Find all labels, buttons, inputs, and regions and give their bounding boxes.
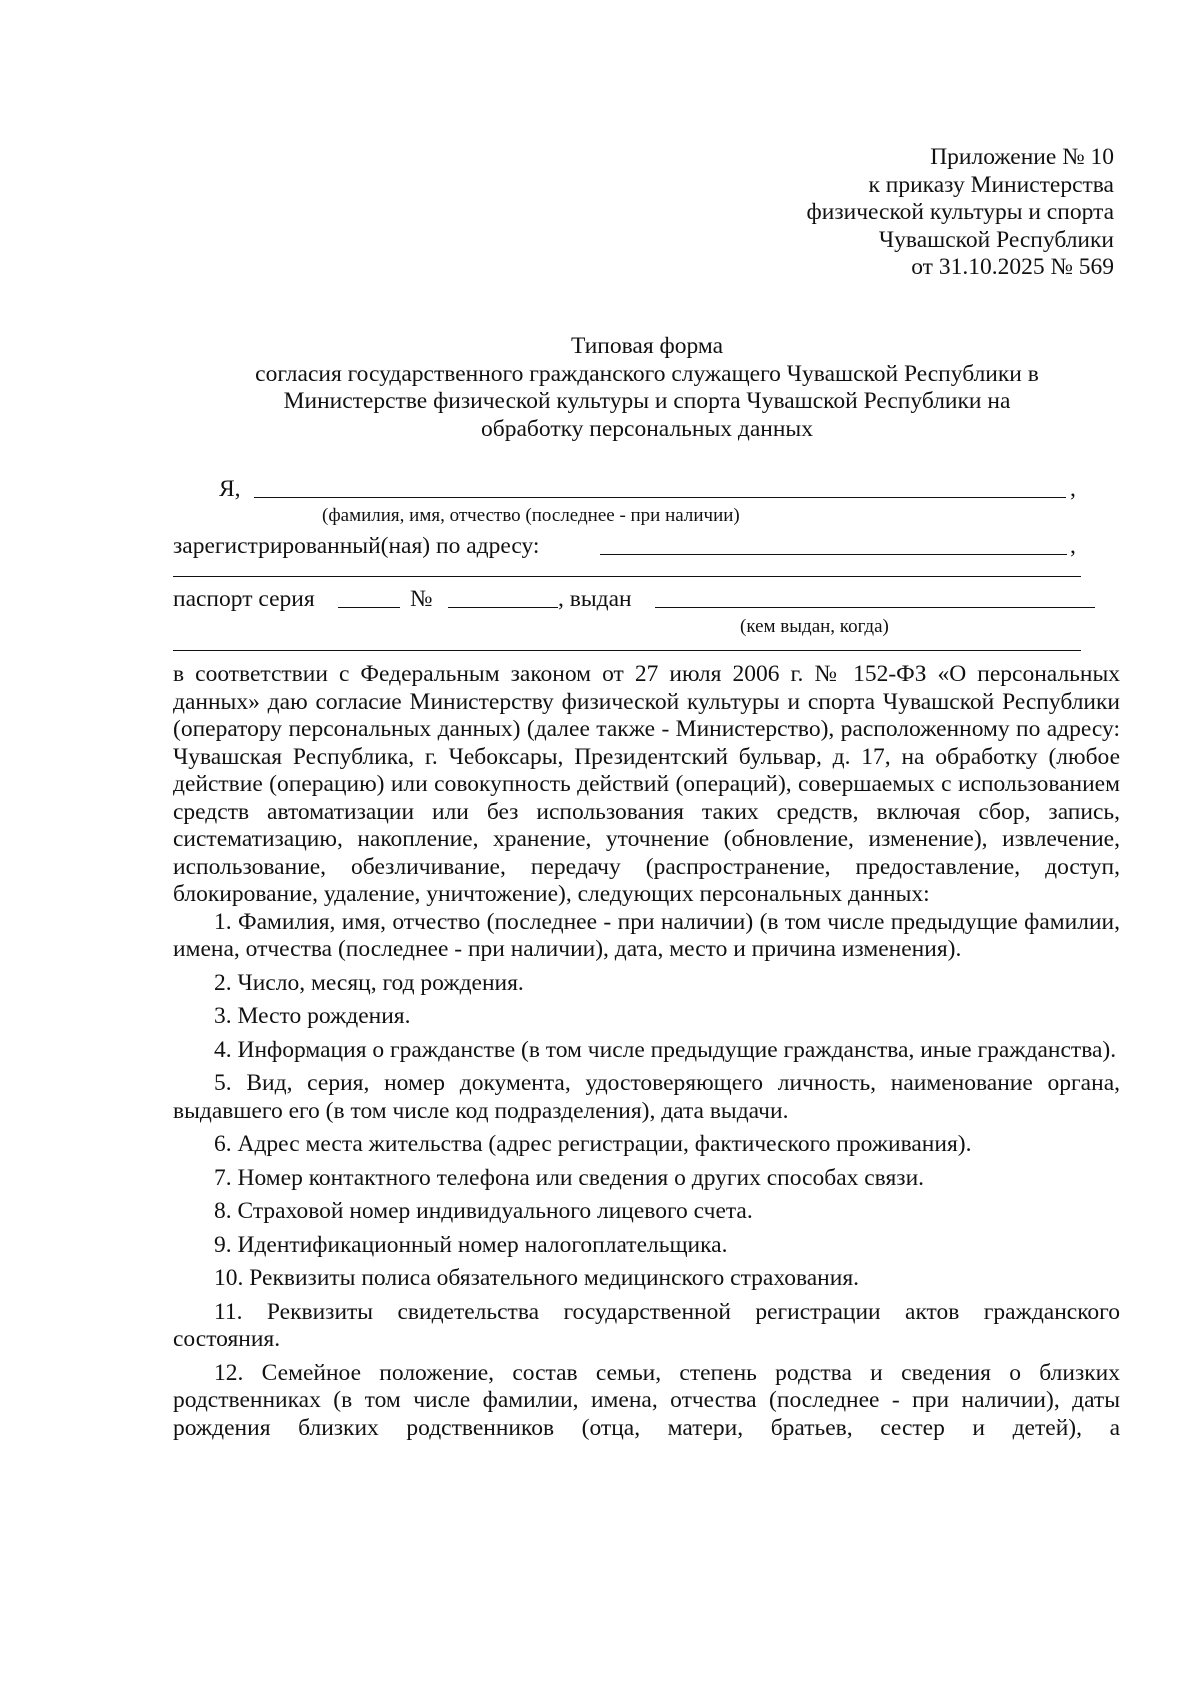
list-item: 4. Информация о гражданстве (в том числе предыдущие гражданства, иные гражданства). xyxy=(214,1036,1117,1063)
fio-caption: (фамилия, имя, отчество (последнее - при наличии) xyxy=(322,505,740,526)
i-label: Я, xyxy=(219,476,241,502)
comma: , xyxy=(1070,476,1076,502)
comma: , xyxy=(1070,533,1076,559)
issued-label: , выдан xyxy=(558,586,632,612)
appendix-line: физической культуры и спорта xyxy=(806,199,1114,225)
issued-caption: (кем выдан, когда) xyxy=(740,616,889,637)
list-item: 10. Реквизиты полиса обязательного медицинского страхования. xyxy=(214,1265,860,1291)
title-line: согласия государственного гражданского служащего Чувашской Республики в xyxy=(255,360,1039,387)
address-field[interactable] xyxy=(600,532,1067,555)
list-item: 11. Реквизиты свидетельства государственной регистрации актов гражданского состояния. xyxy=(173,1298,1120,1352)
title-line: Министерстве физической культуры и спорта Чувашской Республики на xyxy=(283,388,1011,414)
list-item: 7. Номер контактного телефона или сведения о других способах связи. xyxy=(214,1164,925,1191)
passport-number-label: № xyxy=(410,586,433,612)
consent-body xyxy=(173,661,1120,1442)
title-line: Типовая форма xyxy=(570,333,724,359)
appendix-line: Приложение № 10 xyxy=(930,144,1114,170)
appendix-header xyxy=(807,144,1114,282)
list-item: 6. Адрес места жительства (адрес регистрации, фактического проживания). xyxy=(214,1131,972,1157)
document-title xyxy=(172,333,1122,443)
list-item: 2. Число, месяц, год рождения. xyxy=(214,969,524,996)
address-label: зарегистрированный(ная) по адресу: xyxy=(173,533,540,559)
list-item: 3. Место рождения. xyxy=(214,1003,411,1029)
list-item: 9. Идентификационный номер налогоплательщика. xyxy=(214,1231,728,1258)
passport-series-field[interactable] xyxy=(338,585,400,608)
title-line: обработку персональных данных xyxy=(481,415,813,442)
passport-number-field[interactable] xyxy=(448,585,558,608)
appendix-line: Чувашской Республики xyxy=(878,226,1114,253)
list-item: 1. Фамилия, имя, отчество (последнее - при наличии) (в том числе предыдущие фамилии, имена, отчества (последнее - при наличии), дата, место и причина изменения). xyxy=(173,908,1120,962)
list-item: 12. Семейное положение, состав семьи, степень родства и сведения о близких родственниках (в том числе фамилии, имена, отчества (последнее - при наличии), даты рождения близких родственников (отца, матери, братьев, сестер и детей), а xyxy=(173,1359,1120,1441)
address-line-2[interactable] xyxy=(173,576,1081,577)
full-name-field[interactable] xyxy=(254,475,1066,498)
consent-paragraph: в соответствии с Федеральным законом от 27 июля 2006 г. № 152-ФЗ «О персональных данных» даю согласие Министерству физической культуры и спорта Чувашской Республики (оператору персональных данных) (далее также - Министерство), расположенному по адресу: Чувашская Республика, г. Чебоксары, Президентский бульвар, д. 17, на обработку (любое действие (операцию) или совокупность действий (операций), совершаемых с использованием средств автоматизации или без использования таких средств, включая сбор, запись, систематизацию, накопление, хранение, уточнение (обновление, изменение), извлечение, использование, обезличивание, передачу (распространение, предоставление, доступ, блокирование, удаление, уничтожение), следующих персональных данных: xyxy=(173,661,1120,907)
appendix-line: от 31.10.2025 № 569 xyxy=(911,254,1114,280)
list-item: 8. Страховой номер индивидуального лицевого счета. xyxy=(214,1198,753,1224)
appendix-line: к приказу Министерства xyxy=(868,171,1114,198)
passport-series-label: паспорт серия xyxy=(173,586,315,612)
issued-line-2[interactable] xyxy=(173,650,1081,651)
list-item: 5. Вид, серия, номер документа, удостоверяющего личность, наименование органа, выдавшего его (в том числе код подразделения), дата выдачи. xyxy=(173,1070,1120,1124)
issued-by-field[interactable] xyxy=(655,585,1095,608)
